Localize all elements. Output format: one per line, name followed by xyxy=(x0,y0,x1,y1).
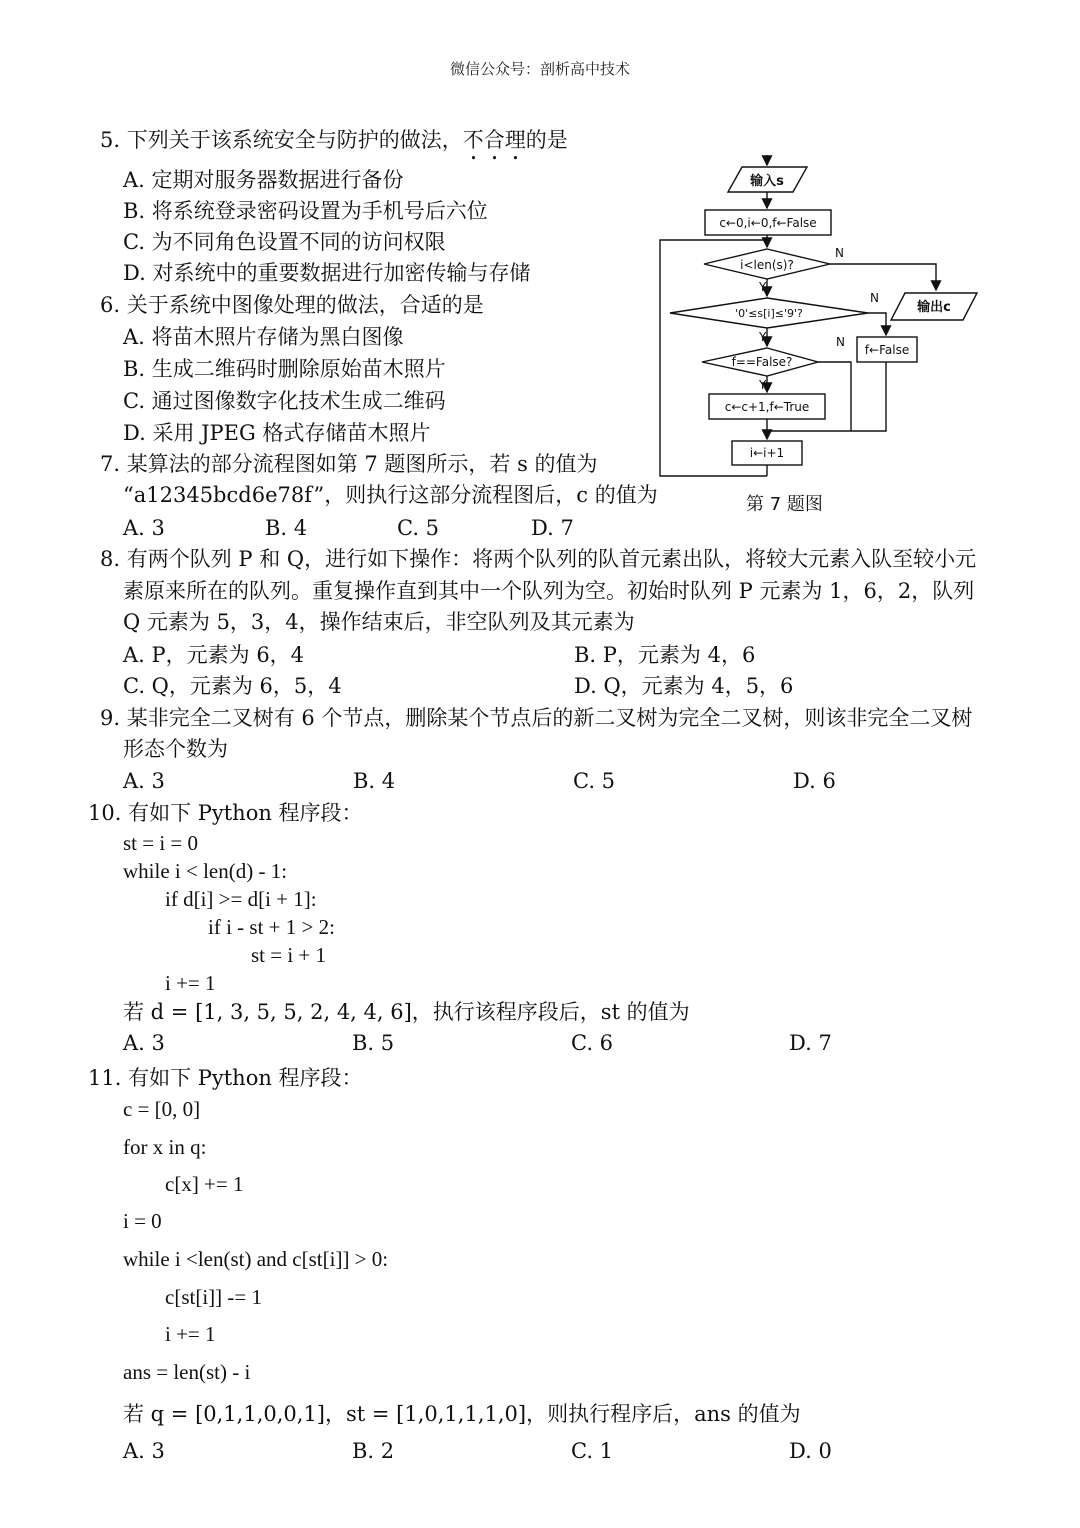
q9-option-a: A. 3 xyxy=(123,769,165,793)
q5-stem-post: 的是 xyxy=(525,128,568,152)
q7-option-d: D. 7 xyxy=(531,516,574,540)
q10-option-d: D. 7 xyxy=(789,1031,832,1055)
q5-option-a: A. 定期对服务器数据进行备份 xyxy=(123,168,404,192)
flow-cond3-text: f==False? xyxy=(731,355,793,369)
q11-code-line3: c[x] += 1 xyxy=(165,1172,244,1196)
q8-stem-line1: 8. 有两个队列 P 和 Q，进行如下操作：将两个队列的队首元素出队，将较大元素入队至较小元 xyxy=(100,547,977,571)
q8-stem-line3: Q 元素为 5，3，4，操作结束后，非空队列及其元素为 xyxy=(123,610,635,634)
q10-code-line6: i += 1 xyxy=(165,971,216,995)
flowchart-q7 xyxy=(650,150,990,495)
q10-code-line2: while i < len(d) - 1: xyxy=(123,859,288,883)
q8-option-c: C. Q，元素为 6，5，4 xyxy=(123,674,342,698)
q8-option-b: B. P，元素为 4，6 xyxy=(574,643,756,667)
page-header: 微信公众号：剖析高中技术 xyxy=(449,60,630,78)
q9-stem-line2: 形态个数为 xyxy=(123,737,228,761)
q11-code-line8: ans = len(st) - i xyxy=(123,1360,251,1384)
q8-option-a: A. P，元素为 6，4 xyxy=(123,643,305,667)
q5-stem-emphasis: 不合理 xyxy=(462,128,526,152)
q9-option-b: B. 4 xyxy=(353,769,396,793)
flow-no-label-2: N xyxy=(870,291,879,305)
q11-code-line2: for x in q: xyxy=(123,1135,207,1159)
flow-cond2-text: '0'≤s[i]≤'9'? xyxy=(735,307,803,320)
q11-code-line1: c = [0, 0] xyxy=(123,1097,201,1121)
q7-stem-line1: 7. 某算法的部分流程图如第 7 题图所示，若 s 的值为 xyxy=(100,452,598,476)
q7-stem-line2: “a12345bcd6e78f”，则执行这部分流程图后，c 的值为 xyxy=(123,483,658,507)
q10-option-b: B. 5 xyxy=(352,1031,395,1055)
q10-option-c: C. 6 xyxy=(571,1031,614,1055)
q10-question: 若 d = [1, 3, 5, 5, 2, 4, 4, 6]，执行该程序段后，st 的值为 xyxy=(123,1000,690,1024)
flow-no-label-1: N xyxy=(835,246,844,260)
q10-code-line5: st = i + 1 xyxy=(251,943,327,967)
flow-increment-text: i←i+1 xyxy=(749,446,785,460)
q8-stem-line2: 素原来所在的队列。重复操作直到其中一个队列为空。初始时队列 P 元素为 1，6，2，队列 xyxy=(123,579,975,603)
q10-option-a: A. 3 xyxy=(123,1031,165,1055)
flow-output-text: 输出c xyxy=(917,300,951,315)
q9-option-d: D. 6 xyxy=(793,769,836,793)
q11-option-c: C. 1 xyxy=(571,1439,614,1463)
q9-option-c: C. 5 xyxy=(573,769,616,793)
flow-no-label-3: N xyxy=(836,335,845,349)
q6-option-a: A. 将苗木照片存储为黑白图像 xyxy=(123,325,404,349)
q6-option-c: C. 通过图像数字化技术生成二维码 xyxy=(123,389,446,413)
q11-code-line6: c[st[i]] -= 1 xyxy=(165,1285,262,1309)
q6-stem: 6. 关于系统中图像处理的做法，合适的是 xyxy=(100,293,484,317)
flowchart-caption: 第 7 题图 xyxy=(746,494,823,515)
flow-input-text: 输入s xyxy=(750,174,784,189)
q11-option-b: B. 2 xyxy=(352,1439,395,1463)
q10-stem: 10. 有如下 Python 程序段： xyxy=(88,801,363,825)
flow-yes-label-1: Y xyxy=(759,280,767,294)
q10-code-line3: if d[i] >= d[i + 1]: xyxy=(165,887,317,911)
q11-code-line4: i = 0 xyxy=(123,1209,162,1233)
q5-option-c: C. 为不同角色设置不同的访问权限 xyxy=(123,230,446,254)
flow-cond1-text: i<len(s)? xyxy=(740,258,794,272)
q5-option-d: D. 对系统中的重要数据进行加密传输与存储 xyxy=(123,261,531,285)
flow-init-text: c←0,i←0,f←False xyxy=(719,216,817,230)
q6-option-b: B. 生成二维码时删除原始苗木照片 xyxy=(123,357,446,381)
flow-assign-false-text: f←False xyxy=(864,343,910,357)
flow-yes-label-3: Y xyxy=(759,378,767,392)
q8-option-d: D. Q，元素为 4，5，6 xyxy=(574,674,794,698)
q10-code-line1: st = i = 0 xyxy=(123,831,199,855)
q9-stem-line1: 9. 某非完全二叉树有 6 个节点，删除某个节点后的新二叉树为完全二叉树，则该非完全二叉树 xyxy=(100,706,973,730)
q11-option-d: D. 0 xyxy=(789,1439,832,1463)
q7-option-b: B. 4 xyxy=(265,516,308,540)
flow-assign-true-text: c←c+1,f←True xyxy=(724,400,810,414)
flow-yes-label-2: Y xyxy=(759,330,767,344)
q11-option-a: A. 3 xyxy=(123,1439,165,1463)
q11-code-line5: while i <len(st) and c[st[i]] > 0: xyxy=(123,1247,389,1271)
q6-option-d: D. 采用 JPEG 格式存储苗木照片 xyxy=(123,421,431,445)
q5-stem xyxy=(100,126,568,165)
q5-option-b: B. 将系统登录密码设置为手机号后六位 xyxy=(123,199,488,223)
q5-stem-pre: 5. 下列关于该系统安全与防护的做法， xyxy=(100,128,463,152)
q10-code-line4: if i - st + 1 > 2: xyxy=(208,915,335,939)
q7-option-c: C. 5 xyxy=(397,516,440,540)
q11-question: 若 q = [0,1,1,0,0,1]，st = [1,0,1,1,1,0]，则执行程序后，ans 的值为 xyxy=(123,1402,801,1426)
q11-stem: 11. 有如下 Python 程序段： xyxy=(88,1066,363,1090)
q11-code-line7: i += 1 xyxy=(165,1322,216,1346)
q7-option-a: A. 3 xyxy=(123,516,165,540)
